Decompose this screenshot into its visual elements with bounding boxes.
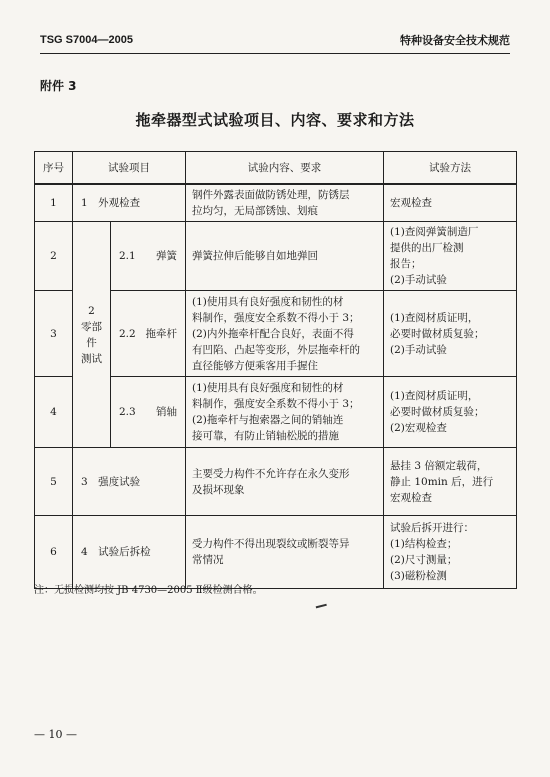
standard-code: TSG S7004—2005 [40,34,133,46]
sub-item [111,222,186,291]
row-item: 3 强度试验 [73,448,186,516]
table-row [35,222,517,291]
row-method: (1)查阅材质证明， 必要时做材质复验； (2)宏观检查 [384,377,517,448]
row-item: 1 外观检查 [73,184,186,222]
page-number: — 10 — [34,728,77,741]
test-items-table [34,151,517,589]
group-number: 2 [88,304,95,317]
row-content: 主要受力构件不允许存在永久变形 及损坏现象 [186,448,384,516]
header-no: 序号 [35,152,73,185]
row-method: (1)查阅弹簧制造厂 提供的出厂检测 报告； (2)手动试验 [384,222,517,291]
row-content: 受力构件不得出现裂纹或断裂等异 常情况 [186,516,384,589]
group-label-line: 件 [86,336,97,349]
group-label-line: 零部 [81,320,102,333]
row-item: 4 试验后拆检 [73,516,186,589]
sub-item-name: 拖牵杆 [145,327,177,340]
table-row [35,516,517,589]
row-no: 1 [35,184,73,222]
row-method: 悬挂 3 倍额定载荷， 静止 10min 后，进行 宏观检查 [384,448,517,516]
group-cell [73,222,111,448]
table-header-row [35,152,517,185]
sub-item-number: 2.3 [119,406,136,418]
sub-item-name: 销轴 [156,406,177,418]
sub-item-number: 2.1 [119,250,136,262]
row-content: 弹簧拉伸后能够自如地弹回 [186,222,384,291]
group-label-line: 测试 [81,352,102,365]
sub-item-number: 2.2 [119,327,136,340]
header-method: 试验方法 [384,152,517,185]
row-method: 试验后拆开进行： (1)结构检查； (2)尺寸测量； (3)磁粉检测 [384,516,517,589]
header-content: 试验内容、要求 [186,152,384,185]
row-no: 5 [35,448,73,516]
row-method: 宏观检查 [384,184,517,222]
row-no: 6 [35,516,73,589]
header-rule [40,53,510,54]
row-content: (1)使用具有良好强度和韧性的材 料制作，强度安全系数不得小于 3； (2)拖牵杆与抱索器之间的销轴连 接可靠，有防止销轴松脱的措施 [186,377,384,448]
row-content: (1)使用具有良好强度和韧性的材 料制作，强度安全系数不得小于 3； (2)内外拖牵杆配合良好，表面不得 有凹陷、凸起等变形，外层拖牵杆的 直径能够方便乘客用手握住 [186,291,384,377]
page-title: 拖牵器型式试验项目、内容、要求和方法 [135,111,415,129]
row-no: 4 [35,377,73,448]
row-content: 钢件外露表面做防锈处理，防锈层 拉均匀，无局部锈蚀、划痕 [186,184,384,222]
table-row [35,448,517,516]
table-footnote: 注：无损检测均按 JB 4730—2005 Ⅱ级检测合格。 [34,585,263,596]
sub-item-name: 弹簧 [156,250,177,262]
table-row [35,184,517,222]
appendix-label: 附件 3 [40,79,77,93]
row-method: (1)查阅材质证明， 必要时做材质复验； (2)手动试验 [384,291,517,377]
sub-item [111,291,186,377]
row-no: 2 [35,222,73,291]
series-title: 特种设备安全技术规范 [400,34,510,47]
header-item: 试验项目 [73,152,186,185]
running-header [40,30,510,52]
sub-item [111,377,186,448]
row-no: 3 [35,291,73,377]
stray-ink-mark [316,604,328,611]
